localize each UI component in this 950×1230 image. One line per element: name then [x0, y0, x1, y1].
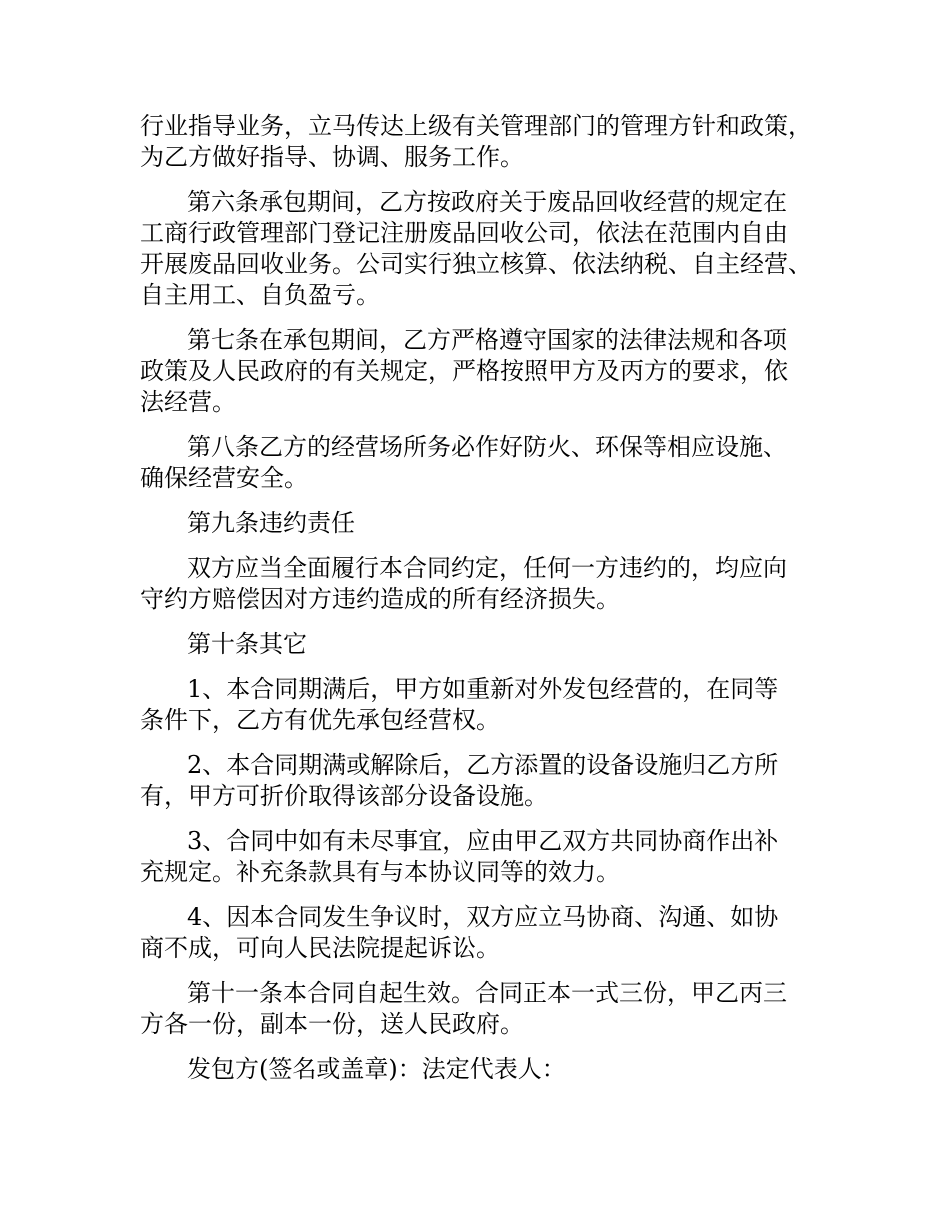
paragraph-article-7: 第七条在承包期间，乙方严格遵守国家的法律法规和各项 政策及人民政府的有关规定，严格按照甲方及丙方的要求，依 法经营。: [140, 326, 788, 416]
paragraph-item-3: 3、合同中如有未尽事宜，应由甲乙双方共同协商作出补 充规定。补充条款具有与本协议同等的效力。: [140, 827, 779, 886]
signature-line: 发包方(签名或盖章)：法定代表人：: [187, 1055, 566, 1083]
paragraph-item-4: 4、因本合同发生争议时，双方应立马协商、沟通、如协 商不成，可向人民法院提起诉讼。: [140, 903, 779, 962]
paragraph-item-2: 2、本合同期满或解除后，乙方添置的设备设施归乙方所 有，甲方可折价取得该部分设备设施。: [140, 751, 779, 810]
document-body: [140, 111, 840, 1099]
paragraph-article-6: 第六条承包期间，乙方按政府关于废品回收经营的规定在 工商行政管理部门登记注册废品回收公司，依法在范围内自由 开展废品回收业务。公司实行独立核算、依法纳税、自主经营、 自主用工、自负盈亏。: [140, 188, 812, 309]
paragraph-1: 行业指导业务，立马传达上级有关管理部门的管理方针和政策， 为乙方做好指导、协调、服务工作。: [140, 112, 812, 171]
paragraph-article-8: 第八条乙方的经营场所务必作好防火、环保等相应设施、 确保经营安全。: [140, 433, 787, 492]
paragraph-article-11: 第十一条本合同自起生效。合同正本一式三份，甲乙丙三 方各一份，副本一份，送人民政府。: [140, 979, 787, 1038]
paragraph-breach-liability: 双方应当全面履行本合同约定，任何一方违约的，均应向 守约方赔偿因对方违约造成的所有经济损失。: [140, 554, 787, 613]
paragraph-item-1: 1、本合同期满后，甲方如重新对外发包经营的，在同等 条件下，乙方有优先承包经营权。: [140, 675, 779, 734]
heading-article-9: 第九条违约责任: [187, 509, 355, 537]
heading-article-10: 第十条其它: [187, 630, 307, 658]
